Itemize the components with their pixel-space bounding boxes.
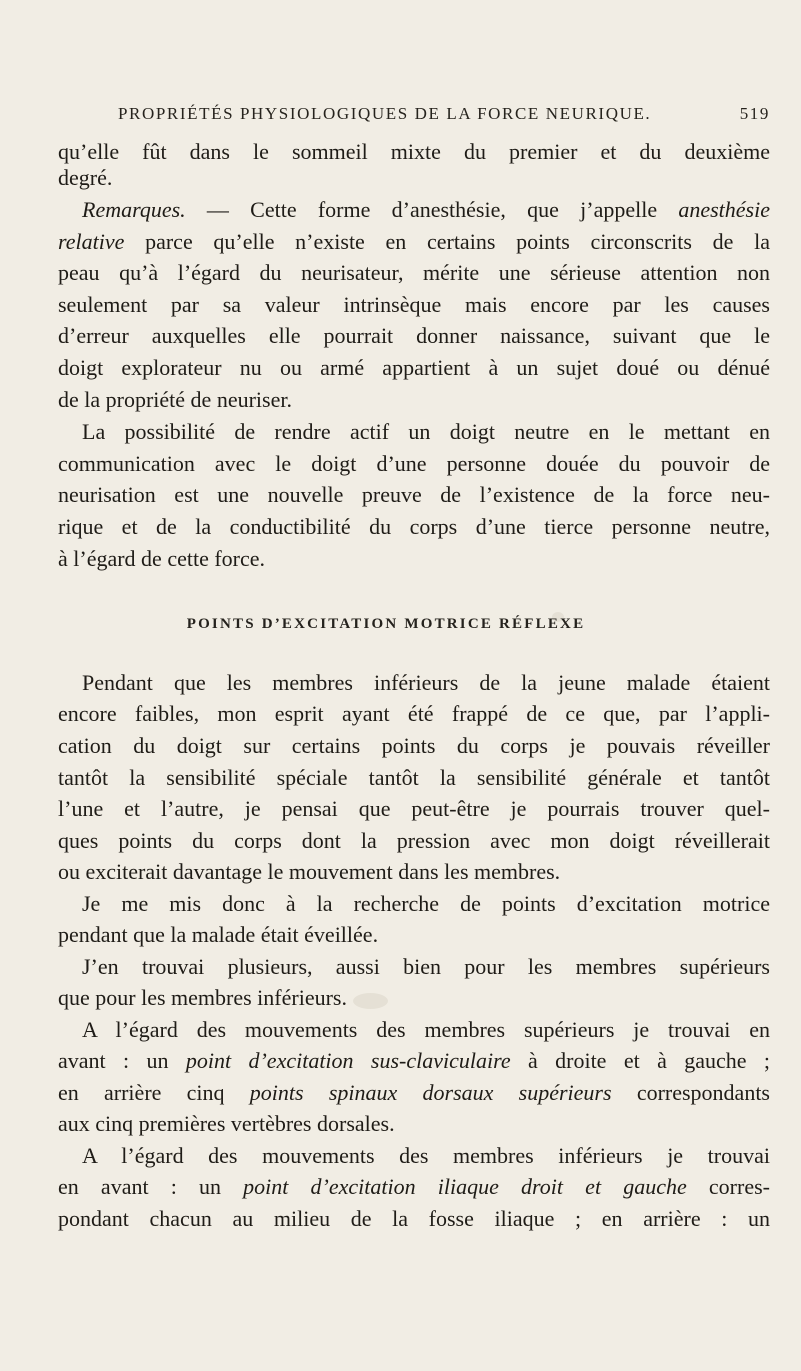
text-span: — Cette forme d’anesthésie, que j’appelle xyxy=(185,197,679,222)
text-line: tantôt la sensibilité spéciale tantôt la sensibilité générale et tantôt xyxy=(58,765,770,790)
text-line: à l’égard de cette force. xyxy=(58,546,266,571)
italic-term: Remarques. xyxy=(82,197,186,222)
text-line: pendant que la malade était éveillée. xyxy=(58,922,379,947)
text-span: en avant : un xyxy=(58,1174,244,1199)
text-line: que pour les membres inférieurs. xyxy=(58,985,347,1010)
text-line: l’une et l’autre, je pensai que peut-être je pourrais trouver quel- xyxy=(58,796,770,821)
text-line: Je me mis donc à la recherche de points d’excitation motrice xyxy=(82,891,770,916)
text-span: avant : un xyxy=(58,1048,186,1073)
text-line: de la propriété de neuriser. xyxy=(58,387,292,412)
text-line: ques points du corps dont la pression avec mon doigt réveillerait xyxy=(58,828,770,853)
text-line: neurisation est une nouvelle preuve de l’existence de la force neu- xyxy=(58,482,770,507)
text-line: aux cinq premières vertèbres dorsales. xyxy=(58,1111,395,1136)
text-line: rique et de la conductibilité du corps d’une tierce personne neutre, xyxy=(58,514,770,539)
italic-term: point d’excitation sus-claviculaire xyxy=(185,1048,511,1073)
text-line xyxy=(58,1045,770,1077)
italic-term: relative xyxy=(58,229,125,254)
text-span: en arrière cinq xyxy=(58,1080,250,1105)
text-line xyxy=(58,1077,770,1109)
text-line: cation du doigt sur certains points du corps je pouvais réveiller xyxy=(58,733,770,758)
text-line: Pendant que les membres inférieurs de la jeune malade étaient xyxy=(82,670,770,695)
text-line: seulement par sa valeur intrinsèque mais encore par les causes xyxy=(58,292,770,317)
running-title: PROPRIÉTÉS PHYSIOLOGIQUES DE LA FORCE NEURIQUE. xyxy=(118,104,652,123)
text-line: A l’égard des mouvements des membres inférieurs je trouvai xyxy=(82,1143,770,1168)
text-line xyxy=(58,1171,770,1203)
text-span: parce qu’elle n’existe en certains points circonscrits de la xyxy=(124,229,770,254)
text-line: peau qu’à l’égard du neurisateur, mérite une sérieuse attention non xyxy=(58,260,770,285)
text-line: encore faibles, mon esprit ayant été frappé de ce que, par l’appli- xyxy=(58,701,770,726)
text-span: à droite et à gauche ; xyxy=(510,1048,770,1073)
text-line: communication avec le doigt d’une personne douée du pouvoir de xyxy=(58,451,770,476)
text-line: degré. xyxy=(58,165,113,190)
running-head xyxy=(118,104,770,128)
text-span: corres- xyxy=(686,1174,770,1199)
text-line: La possibilité de rendre actif un doigt neutre en le mettant en xyxy=(82,419,770,444)
text-line: ou exciterait davantage le mouvement dans les membres. xyxy=(58,859,561,884)
text-line: qu’elle fût dans le sommeil mixte du premier et du deuxième xyxy=(58,139,770,164)
text-line xyxy=(58,226,770,258)
text-line: A l’égard des mouvements des membres supérieurs je trouvai en xyxy=(82,1017,770,1042)
text-line: pondant chacun au milieu de la fosse iliaque ; en arrière : un xyxy=(58,1206,770,1231)
text-line: d’erreur auxquelles elle pourrait donner naissance, suivant que le xyxy=(58,323,770,348)
italic-term: point d’excitation iliaque droit et gauche xyxy=(243,1174,687,1199)
text-span: correspondants xyxy=(611,1080,770,1105)
italic-term: anesthésie xyxy=(678,197,770,222)
italic-term: points spinaux dorsaux supérieurs xyxy=(249,1080,612,1105)
text-line xyxy=(82,194,770,226)
text-line: J’en trouvai plusieurs, aussi bien pour les membres supérieurs xyxy=(82,954,770,979)
text-line: doigt explorateur nu ou armé appartient à un sujet doué ou dénué xyxy=(58,355,770,380)
page-number: 519 xyxy=(739,104,770,123)
section-heading: POINTS D’EXCITATION MOTRICE RÉFLEXE xyxy=(186,616,586,633)
